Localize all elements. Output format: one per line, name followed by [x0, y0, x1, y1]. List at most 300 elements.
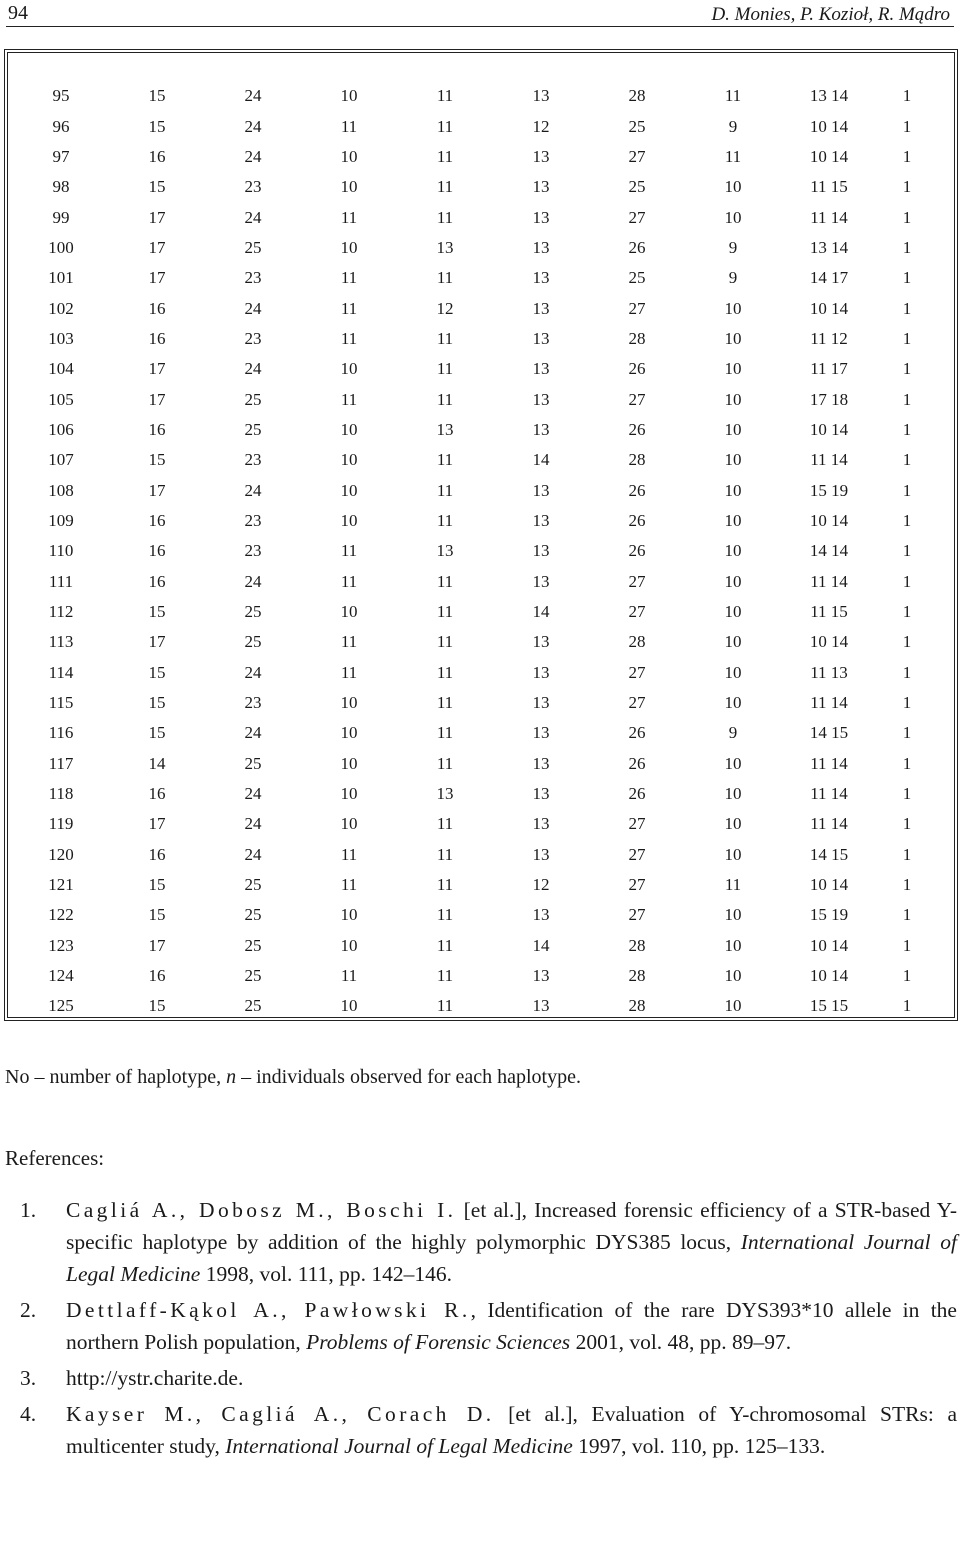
table-cell: 11 14: [810, 207, 848, 227]
table-row: [13, 658, 937, 688]
table-row: [13, 749, 937, 779]
table-cell: 13 14: [809, 86, 849, 106]
table-cell: 11: [340, 298, 358, 318]
reference-number: 2.: [20, 1298, 37, 1322]
table-cell: 26: [628, 784, 646, 804]
table-cell: 10: [340, 602, 358, 622]
table-cell: 16: [148, 844, 166, 864]
table-cell: 17: [148, 207, 166, 227]
table-row: [13, 627, 937, 657]
table-cell: 28: [628, 966, 646, 986]
table-cell: 25: [628, 116, 646, 136]
table-cell: 10: [724, 662, 742, 682]
table-cell: 116: [48, 723, 74, 743]
reference-text: 2001, vol. 48, pp. 89–97.: [570, 1330, 792, 1354]
table-cell: 13: [436, 419, 454, 439]
table-row: [13, 202, 937, 232]
table-cell: 1: [902, 328, 912, 348]
table-cell: 109: [48, 510, 74, 530]
table-cell: 24: [244, 86, 262, 106]
table-cell: 10 14: [809, 298, 849, 318]
table-cell: 10: [724, 389, 742, 409]
table-cell: 27: [628, 207, 646, 227]
table-cell: 10 14: [809, 935, 849, 955]
table-cell: 10: [724, 602, 742, 622]
table-cell: 25: [244, 419, 262, 439]
table-cell: 14: [148, 753, 166, 773]
table-row: [13, 445, 937, 475]
table-cell: 11 14: [810, 693, 848, 713]
table-row: [13, 324, 937, 354]
table-cell: 26: [628, 480, 646, 500]
table-cell: 13: [532, 632, 550, 652]
table-cell: 15: [148, 86, 166, 106]
table-cell: 11: [724, 875, 742, 895]
table-cell: 24: [244, 784, 262, 804]
table-cell: 28: [628, 996, 646, 1016]
table-cell: 11: [340, 844, 358, 864]
table-cell: 25: [628, 268, 646, 288]
table-row: [13, 718, 937, 748]
table-cell: 1: [902, 450, 912, 470]
table-cell: 26: [628, 510, 646, 530]
table-cell: 11: [436, 389, 454, 409]
table-cell: 28: [628, 450, 646, 470]
table-cell: 28: [628, 328, 646, 348]
table-cell: 100: [48, 237, 74, 257]
table-cell: 11 15: [810, 602, 848, 622]
table-cell: 1: [902, 510, 912, 530]
table-cell: 27: [628, 875, 646, 895]
table-cell: 115: [48, 693, 74, 713]
table-cell: 11 15: [810, 177, 848, 197]
table-cell: 24: [244, 207, 262, 227]
table-cell: 11 12: [810, 328, 848, 348]
table-cell: 97: [52, 146, 70, 166]
table-cell: 1: [902, 146, 912, 166]
table-cell: 1: [902, 177, 912, 197]
table-cell: 27: [628, 662, 646, 682]
table-cell: 27: [628, 298, 646, 318]
table-cell: 13: [532, 541, 550, 561]
table-cell: 11: [340, 207, 358, 227]
table-cell: 13: [532, 784, 550, 804]
table-cell: 25: [244, 935, 262, 955]
table-cell: 10: [724, 632, 742, 652]
table-cell: 1: [902, 359, 912, 379]
table-cell: 10: [724, 510, 742, 530]
table-cell: 11: [340, 571, 358, 591]
table-cell: 13: [436, 237, 454, 257]
table-cell: 9: [728, 116, 738, 136]
table-cell: 123: [48, 935, 74, 955]
table-cell: 10: [724, 298, 742, 318]
table-cell: 1: [902, 875, 912, 895]
table-cell: 13: [532, 510, 550, 530]
table-cell: 13: [532, 237, 550, 257]
table-cell: 99: [52, 207, 70, 227]
table-cell: 1: [902, 784, 912, 804]
table-row: [13, 81, 937, 111]
table-cell: 27: [628, 693, 646, 713]
table-cell: 27: [628, 814, 646, 834]
table-cell: 1: [902, 814, 912, 834]
table-cell: 12: [532, 875, 550, 895]
table-cell: 11 14: [810, 450, 848, 470]
table-cell: 95: [52, 86, 70, 106]
reference-journal: Problems of Forensic Sciences: [306, 1330, 571, 1354]
table-cell: 11: [436, 177, 454, 197]
table-cell: 9: [728, 723, 738, 743]
table-cell: 11: [436, 207, 454, 227]
table-cell: 1: [902, 662, 912, 682]
table-cell: 10: [724, 419, 742, 439]
table-cell: 16: [148, 328, 166, 348]
table-cell: 11: [340, 632, 358, 652]
table-cell: 108: [48, 480, 74, 500]
table-cell: 14: [532, 935, 550, 955]
table-cell: 1: [902, 966, 912, 986]
table-note: [5, 1066, 581, 1089]
table-cell: 10: [724, 693, 742, 713]
table-row: [13, 506, 937, 536]
table-cell: 16: [148, 510, 166, 530]
table-cell: 11: [436, 86, 454, 106]
table-cell: 13: [436, 784, 454, 804]
table-cell: 15: [148, 116, 166, 136]
haplotype-table: [13, 81, 937, 1022]
table-cell: 26: [628, 723, 646, 743]
table-cell: 15: [148, 723, 166, 743]
table-cell: 24: [244, 844, 262, 864]
reference-number: 4.: [20, 1402, 37, 1426]
table-row: [13, 779, 937, 809]
table-cell: 10: [340, 784, 358, 804]
table-cell: 17: [148, 237, 166, 257]
table-cell: 13: [532, 693, 550, 713]
table-cell: 24: [244, 480, 262, 500]
table-cell: 1: [902, 996, 912, 1016]
reference-text: [et al.], Increased forensic efficiency of a STR-based Y-specific haplotype by addition of the highly polymorphic DYS385 locus,: [66, 1198, 957, 1254]
table-cell: 11: [340, 875, 358, 895]
table-cell: 10 14: [809, 875, 849, 895]
table-cell: 23: [244, 510, 262, 530]
table-cell: 15: [148, 450, 166, 470]
table-cell: 112: [48, 602, 74, 622]
table-row: [13, 354, 937, 384]
table-cell: 10: [724, 996, 742, 1016]
table-cell: 117: [48, 753, 74, 773]
table-cell: 10 14: [809, 966, 849, 986]
table-cell: 24: [244, 298, 262, 318]
table-cell: 1: [902, 844, 912, 864]
table-cell: 10: [340, 753, 358, 773]
note-text: – individuals observed for each haplotype.: [236, 1066, 581, 1088]
table-cell: 11: [436, 480, 454, 500]
table-cell: 1: [902, 571, 912, 591]
table-cell: 26: [628, 359, 646, 379]
table-cell: 23: [244, 268, 262, 288]
table-cell: 13: [532, 389, 550, 409]
table-cell: 27: [628, 571, 646, 591]
reference-number: 1.: [20, 1198, 37, 1222]
table-row: [13, 475, 937, 505]
table-cell: 11: [340, 541, 358, 561]
reference-list: [20, 1194, 957, 1466]
table-cell: 14 15: [809, 844, 849, 864]
table-cell: 10: [724, 177, 742, 197]
table-cell: 1: [902, 86, 912, 106]
table-cell: 12: [532, 116, 550, 136]
table-cell: 14 15: [809, 723, 849, 743]
reference-item: [20, 1398, 957, 1462]
reference-text: , Identification of the rare DYS393*10 allele in the northern Polish population,: [66, 1298, 957, 1354]
table-cell: 10: [340, 359, 358, 379]
table-cell: 14 17: [809, 268, 849, 288]
table-cell: 13: [532, 328, 550, 348]
table-cell: 119: [48, 814, 74, 834]
table-cell: 113: [48, 632, 74, 652]
table-cell: 10 14: [809, 632, 849, 652]
table-row: [13, 142, 937, 172]
table-cell: 11: [340, 662, 358, 682]
table-cell: 24: [244, 723, 262, 743]
table-cell: 1: [902, 419, 912, 439]
table-cell: 11: [340, 328, 358, 348]
table-cell: 10: [340, 905, 358, 925]
table-cell: 11: [340, 966, 358, 986]
table-cell: 10: [724, 571, 742, 591]
table-cell: 10: [340, 177, 358, 197]
table-cell: 13: [532, 996, 550, 1016]
table-cell: 124: [48, 966, 74, 986]
table-cell: 13: [532, 146, 550, 166]
table-cell: 16: [148, 298, 166, 318]
table-cell: 11: [436, 662, 454, 682]
table-cell: 16: [148, 571, 166, 591]
table-cell: 10: [724, 207, 742, 227]
table-cell: 25: [244, 966, 262, 986]
table-cell: 15: [148, 662, 166, 682]
table-cell: 11: [724, 146, 742, 166]
table-cell: 15: [148, 905, 166, 925]
table-cell: 1: [902, 693, 912, 713]
table-cell: 15: [148, 875, 166, 895]
table-row: [13, 567, 937, 597]
table-cell: 11 14: [810, 753, 848, 773]
table-row: [13, 991, 937, 1021]
table-cell: 9: [728, 268, 738, 288]
reference-journal: International Journal of Legal Medicine: [66, 1230, 957, 1286]
table-cell: 11 14: [810, 814, 848, 834]
table-cell: 17: [148, 480, 166, 500]
table-row: [13, 233, 937, 263]
table-cell: 10: [724, 966, 742, 986]
table-cell: 26: [628, 541, 646, 561]
table-cell: 11 13: [810, 662, 848, 682]
table-cell: 10: [724, 753, 742, 773]
table-cell: 11: [340, 268, 358, 288]
table-cell: 106: [48, 419, 74, 439]
table-cell: 1: [902, 935, 912, 955]
reference-item: [20, 1294, 957, 1358]
table-cell: 11: [436, 844, 454, 864]
table-cell: 10: [340, 419, 358, 439]
table-cell: 24: [244, 571, 262, 591]
table-cell: 10 14: [809, 419, 849, 439]
table-cell: 1: [902, 389, 912, 409]
table-cell: 25: [244, 237, 262, 257]
table-row: [13, 809, 937, 839]
table-cell: 11: [724, 86, 742, 106]
table-row: [13, 111, 937, 141]
note-text: No – number of haplotype,: [5, 1066, 227, 1088]
table-cell: 13: [532, 359, 550, 379]
table-cell: 14: [532, 450, 550, 470]
table-cell: 107: [48, 450, 74, 470]
table-row: [13, 172, 937, 202]
table-cell: 11: [436, 328, 454, 348]
table-cell: 13: [436, 541, 454, 561]
table-cell: 103: [48, 328, 74, 348]
table-row: [13, 931, 937, 961]
table-cell: 114: [48, 662, 74, 682]
reference-authors: Dettlaff-Kąkol A., Pawłowski R.: [66, 1298, 471, 1322]
table-cell: 17: [148, 268, 166, 288]
table-cell: 17: [148, 935, 166, 955]
reference-authors: Cagliá A., Dobosz M., Boschi I.: [66, 1198, 457, 1222]
table-row: [13, 293, 937, 323]
table-cell: 122: [48, 905, 74, 925]
table-cell: 13: [532, 86, 550, 106]
table-cell: 10: [340, 814, 358, 834]
table-cell: 23: [244, 450, 262, 470]
table-cell: 13: [532, 268, 550, 288]
table-cell: 17: [148, 814, 166, 834]
table-cell: 13: [532, 753, 550, 773]
table-cell: 11: [436, 723, 454, 743]
table-cell: 105: [48, 389, 74, 409]
table-cell: 23: [244, 328, 262, 348]
table-cell: 10 14: [809, 510, 849, 530]
table-cell: 13: [532, 905, 550, 925]
table-cell: 96: [52, 116, 70, 136]
table-cell: 13: [532, 966, 550, 986]
table-cell: 11: [436, 693, 454, 713]
table-cell: 23: [244, 177, 262, 197]
note-variable: n: [226, 1066, 237, 1088]
table-cell: 25: [244, 602, 262, 622]
table-cell: 11: [436, 450, 454, 470]
table-cell: 11: [436, 996, 454, 1016]
table-cell: 24: [244, 662, 262, 682]
table-cell: 14: [532, 602, 550, 622]
table-cell: 15: [148, 996, 166, 1016]
table-row: [13, 961, 937, 991]
reference-link[interactable]: http://ystr.charite.de.: [66, 1366, 244, 1390]
table-cell: 10: [340, 510, 358, 530]
table-cell: 10: [724, 328, 742, 348]
table-cell: 28: [628, 632, 646, 652]
table-cell: 16: [148, 419, 166, 439]
table-cell: 102: [48, 298, 74, 318]
table-cell: 111: [48, 571, 74, 591]
table-cell: 13: [532, 662, 550, 682]
table-cell: 10: [724, 359, 742, 379]
table-cell: 17 18: [809, 389, 849, 409]
table-cell: 16: [148, 784, 166, 804]
table-cell: 25: [628, 177, 646, 197]
table-cell: 27: [628, 905, 646, 925]
table-cell: 13: [532, 177, 550, 197]
table-cell: 11: [436, 935, 454, 955]
reference-item: [20, 1362, 957, 1394]
table-cell: 11 17: [810, 359, 848, 379]
table-cell: 13: [532, 723, 550, 743]
table-cell: 25: [244, 996, 262, 1016]
table-cell: 13: [532, 480, 550, 500]
page-number: 94: [8, 2, 28, 24]
table-cell: 15 19: [809, 480, 849, 500]
table-cell: 17: [148, 389, 166, 409]
table-cell: 1: [902, 268, 912, 288]
table-cell: 104: [48, 359, 74, 379]
table-cell: 16: [148, 966, 166, 986]
table-cell: 1: [902, 207, 912, 227]
references-title: References:: [5, 1146, 105, 1170]
table-cell: 1: [902, 116, 912, 136]
table-cell: 16: [148, 146, 166, 166]
table-cell: 13: [532, 419, 550, 439]
table-cell: 16: [148, 541, 166, 561]
table-row: [13, 688, 937, 718]
reference-authors: Kayser M., Cagliá A., Corach D.: [66, 1402, 495, 1426]
table-cell: 10: [724, 480, 742, 500]
table-row: [13, 415, 937, 445]
table-cell: 17: [148, 632, 166, 652]
table-cell: 125: [48, 996, 74, 1016]
table-cell: 15: [148, 177, 166, 197]
table-cell: 26: [628, 753, 646, 773]
reference-item: [20, 1194, 957, 1290]
table-cell: 15 19: [809, 905, 849, 925]
table-cell: 10: [340, 86, 358, 106]
table-cell: 10: [340, 450, 358, 470]
table-cell: 25: [244, 905, 262, 925]
table-cell: 13: [532, 571, 550, 591]
table-cell: 11: [436, 966, 454, 986]
table-cell: 27: [628, 389, 646, 409]
table-cell: 25: [244, 632, 262, 652]
table-cell: 11: [436, 753, 454, 773]
table-cell: 11: [436, 632, 454, 652]
running-head: D. Monies, P. Kozioł, R. Mądro: [711, 4, 950, 25]
table-cell: 11: [436, 510, 454, 530]
table-row: [13, 597, 937, 627]
table-cell: 118: [48, 784, 74, 804]
table-cell: 15 15: [809, 996, 849, 1016]
table-cell: 1: [902, 541, 912, 561]
table-cell: 10: [724, 844, 742, 864]
table-cell: 11 14: [810, 784, 848, 804]
table-cell: 26: [628, 237, 646, 257]
table-cell: 1: [902, 480, 912, 500]
table-cell: 24: [244, 359, 262, 379]
table-cell: 11: [340, 389, 358, 409]
table-cell: 11 14: [810, 571, 848, 591]
table-cell: 27: [628, 146, 646, 166]
table-cell: 1: [902, 298, 912, 318]
